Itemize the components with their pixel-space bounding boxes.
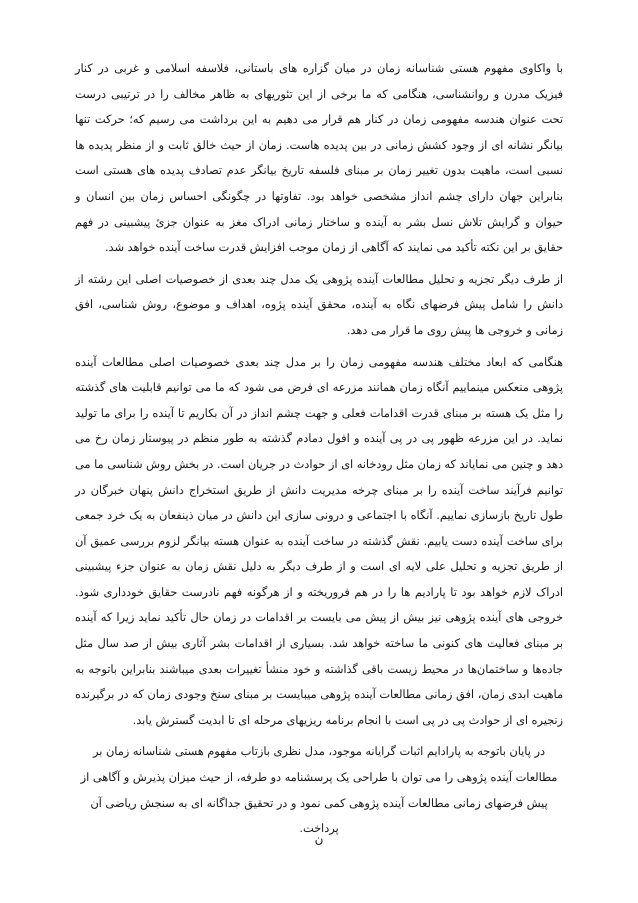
paragraph-time-farm: هنگامی که ابعاد مختلف هندسه مفهومی زمان را بر مدل چند بعدی خصوصیات اصلی مطالعات آینده پژوهی منعکس مینماییم آنگاه زمان همانند مزرعه ای فرض می شود که ما می توانیم قابلیت های گذشته را مثل یک هسته بر مبنای قدرت اقدامات فعلی و جهت چشم انداز در آن بکاریم تا آینده را برای ما تولید نماید. در این مزرعه ظهور پی در پی آینده و افول دمادم گذشته به طور منظم در پیوستار زمان رخ می دهد و چنین می نمایاند که زمان مثل رودخانه ای از حوادث در جریان است. در بخش روش شناسی ما می توانیم فرآیند ساخت آینده را بر مبنای چرخه مدیریت دانش از طریق استخراج دانش پنهان خبرگان در طول تاریخ بازسازی نماییم. آنگاه با اجتماعی و درونی سازی این دانش در میان ذینفعان به یک خرد جمعی برای ساخت آینده دست یابیم. نقش گذشته در ساخت آینده به عنوان هسته بیانگر لزوم بررسی عمیق آن از طریق تجزیه و تحلیل علی لایه ای است و از طرف دیگر به دلیل نقش زمان به عنوان جزء پیشبینی ادراک لازم خواهد بود تا پارادیم ها را در هم فروریخته و از هرگونه فهم نادرست حقایق خودداری شود. خروجی های آینده پژوهی نیز بیش از پیش می بایست بر اقدامات در زمان حال تأکید نماید زیرا که آینده بر مبنای فعالیت های کنونی ما ساخته خواهد شد. بسیاری از اقدامات بشر آثاری بیش از صد سال مثل جاده‌ها و ساختمان‌ها در محیط زیست باقی گذاشته و خود منشأ تغییرات بعدی میباشند بنابراین باتوجه به ماهیت ابدی زمان، افق زمانی مطالعات آینده پژوهی میبایست بر مبنای سنخ وجودی زمان که در برگیرنده زنجیره ای از حوادث پی در پی است با انجام برنامه ریزیهای مرحله ای تا ابدیت گسترش یابد. xyxy=(75,355,563,727)
paragraph-time-ontology: با واکاوی مفهوم هستی شناسانه زمان در میان گزاره های باستانی، فلاسفه اسلامی و غربی در کنار فیزیک مدرن و روانشناسی، هنگامی که ما برخی از این تئوریهای به ظاهر مخالف را در ترتیبی درست تحت عنوان هندسه مفهومی زمان در کنار هم قرار می دهیم به این برداشت می رسیم که؛ حرکت تنها بیانگر نشانه ای از وجود کشش زمانی در بین پدیده هاست. زمان از حیث خالق ثابت و از منظر پدیده ها نسبی است، ماهیت بدون تغییر زمان بر مبنای فلسفه تاریخ بیانگر عدم تصادف پدیده های هستی است بنابراین جهان دارای چشم انداز مشخصی خواهد بود. تفاوتها در چگونگی احساس زمان بین انسان و حیوان و گرایش تلاش نسل بشر به آینده و ساختار زمانی ادراک مغز به عنوان جزئ پیشبینی در فهم حقایق بر این نکته تأکید می نمایند که آگاهی از زمان موجب افزایش قدرت ساخت آینده خواهد شد. xyxy=(75,62,563,255)
document-body xyxy=(75,56,563,848)
page-number: ن xyxy=(314,832,324,846)
paragraph-futures-model: از طرف دیگر تجزیه و تحلیل مطالعات آینده پژوهی یک مدل چند بعدی از خصوصیات اصلی این رشته از دانش را شامل پیش فرضهای نگاه به آینده، محقق آینده پژوه، اهداف و موضوع، روش شناسی، افق زمانی و خروجی ها پیش روی ما قرار می دهد. xyxy=(75,272,563,337)
paragraph-conclusion: در پایان باتوجه به پارادایم اثبات گرایانه موجود، مدل نظری بازتاب مفهوم هستی شناسانه زمان بر مطالعات آینده پژوهی را می توان با طراحی یک پرسشنامه دو طرفه، از حیث میزان پذیرش و آگاهی از پیش فرضهای زمانی مطالعات آینده پژوهی کمی نمود و در تحقیق جداگانه ای به سنجش ریاضی آن پرداخت. xyxy=(80,745,558,836)
